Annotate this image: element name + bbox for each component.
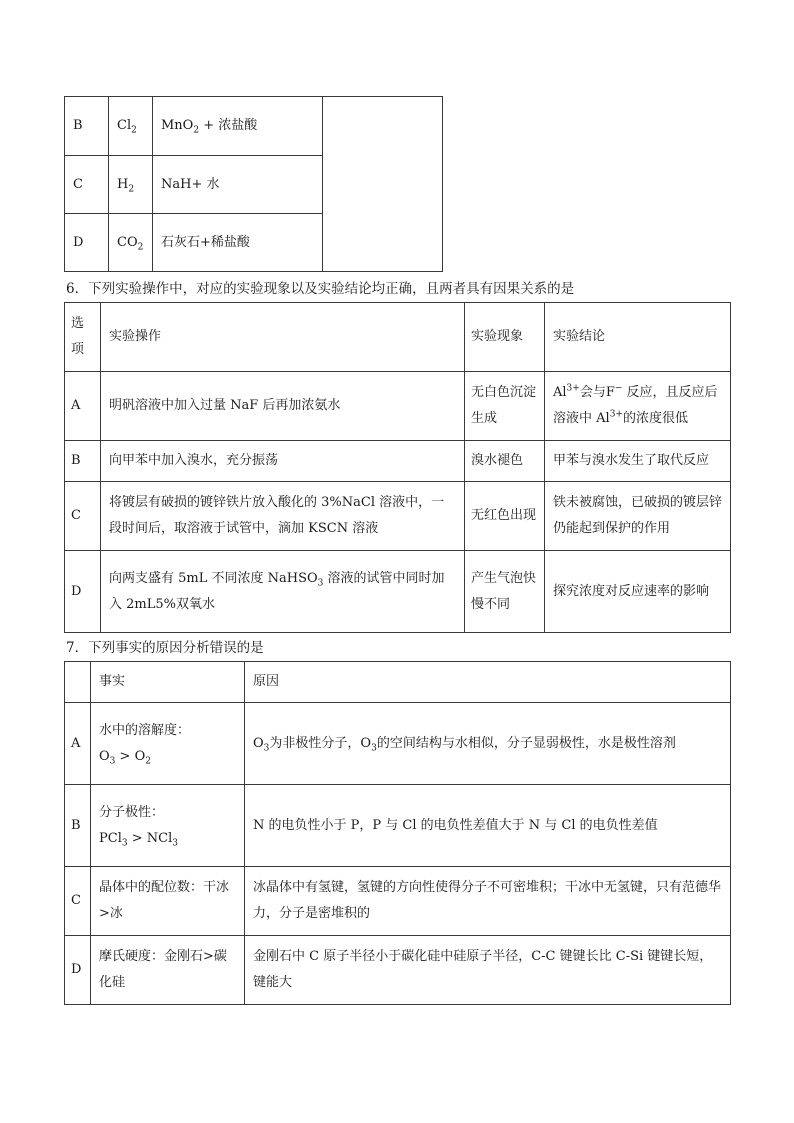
question-7-title: 7．下列事实的原因分析错误的是	[66, 640, 264, 656]
gas-cell: $H_2$	[109, 156, 153, 214]
option-label: B	[65, 97, 109, 156]
table-row	[65, 867, 731, 936]
phenomenon-cell: 无白色沉淀生成	[465, 372, 545, 441]
phenomenon-cell: 产生气泡快慢不同	[465, 551, 545, 633]
table-row	[65, 372, 731, 441]
fact-header: 事实	[91, 662, 245, 703]
fact-reason-table	[64, 661, 731, 1005]
option-label: B	[65, 441, 101, 482]
table-row	[65, 482, 731, 551]
reagent-cell: 石灰石+稀盐酸	[153, 214, 323, 272]
phenomenon-cell: 无红色出现	[465, 482, 545, 551]
conclusion-header: 实验结论	[545, 303, 731, 372]
option-label: A	[65, 372, 101, 441]
option-header: 选 项	[65, 303, 101, 372]
reason-cell: 金刚石中 C 原子半径小于碳化硅中硅原子半径，C-C 键键长比 C-Si 键键长短，键能大	[245, 936, 731, 1005]
operation-cell: 将镀层有破损的镀锌铁片放入酸化的 3%NaCl 溶液中，一段时间后，取溶液于试管中，滴加 KSCN 溶液	[101, 482, 465, 551]
table-row	[65, 97, 443, 156]
option-header	[65, 662, 91, 703]
option-label: D	[65, 936, 91, 1005]
operation-cell: 明矾溶液中加入过量 NaF 后再加浓氨水	[101, 372, 465, 441]
table-row	[65, 936, 731, 1005]
gas-preparation-table	[64, 96, 443, 272]
conclusion-cell: 甲苯与溴水发生了取代反应	[545, 441, 731, 482]
reagent-cell: MnO$_2$ + 浓盐酸	[153, 97, 323, 156]
experiment-table	[64, 302, 731, 633]
option-label: C	[65, 867, 91, 936]
option-label: D	[65, 551, 101, 633]
operation-cell: 向两支盛有 5mL 不同浓度 NaHSO$_3$ 溶液的试管中同时加入 2mL5%双氧水	[101, 551, 465, 633]
fact-cell: 晶体中的配位数：干冰>冰	[91, 867, 245, 936]
table-row	[65, 551, 731, 633]
option-label: D	[65, 214, 109, 272]
option-label: B	[65, 785, 91, 867]
table-row	[65, 785, 731, 867]
option-label: A	[65, 703, 91, 785]
reason-cell: N 的电负性小于 P，P 与 Cl 的电负性差值大于 N 与 Cl 的电负性差值	[245, 785, 731, 867]
operation-header: 实验操作	[101, 303, 465, 372]
phenomenon-cell: 溴水褪色	[465, 441, 545, 482]
gas-cell: $CO_2$	[109, 214, 153, 272]
operation-cell: 向甲苯中加入溴水，充分振荡	[101, 441, 465, 482]
option-label: C	[65, 482, 101, 551]
option-label: C	[65, 156, 109, 214]
reason-cell: $O_3$为非极性分子，$O_3$的空间结构与水相似，分子显弱极性，水是极性溶剂	[245, 703, 731, 785]
fact-cell: 分子极性： PCl$_3$ > NCl$_3$	[91, 785, 245, 867]
gas-cell: $Cl_2$	[109, 97, 153, 156]
conclusion-cell: 铁未被腐蚀，已破损的镀层锌仍能起到保护的作用	[545, 482, 731, 551]
table-row	[65, 441, 731, 482]
apparatus-cell	[323, 97, 443, 272]
conclusion-cell: $Al^{3+}$会与F− 反应，且反应后溶液中 $Al^{3+}$的浓度很低	[545, 372, 731, 441]
conclusion-cell: 探究浓度对反应速率的影响	[545, 551, 731, 633]
fact-cell: 水中的溶解度： $O_3 > O_2$	[91, 703, 245, 785]
reagent-cell: NaH+ 水	[153, 156, 323, 214]
table-header-row	[65, 662, 731, 703]
phenomenon-header: 实验现象	[465, 303, 545, 372]
reason-cell: 冰晶体中有氢键，氢键的方向性使得分子不可密堆积；干冰中无氢键，只有范德华力，分子是密堆积的	[245, 867, 731, 936]
fact-cell: 摩氏硬度：金刚石>碳化硅	[91, 936, 245, 1005]
table-row	[65, 703, 731, 785]
reason-header: 原因	[245, 662, 731, 703]
question-6-title: 6．下列实验操作中，对应的实验现象以及实验结论均正确，且两者具有因果关系的是	[66, 281, 575, 297]
table-header-row	[65, 303, 731, 372]
